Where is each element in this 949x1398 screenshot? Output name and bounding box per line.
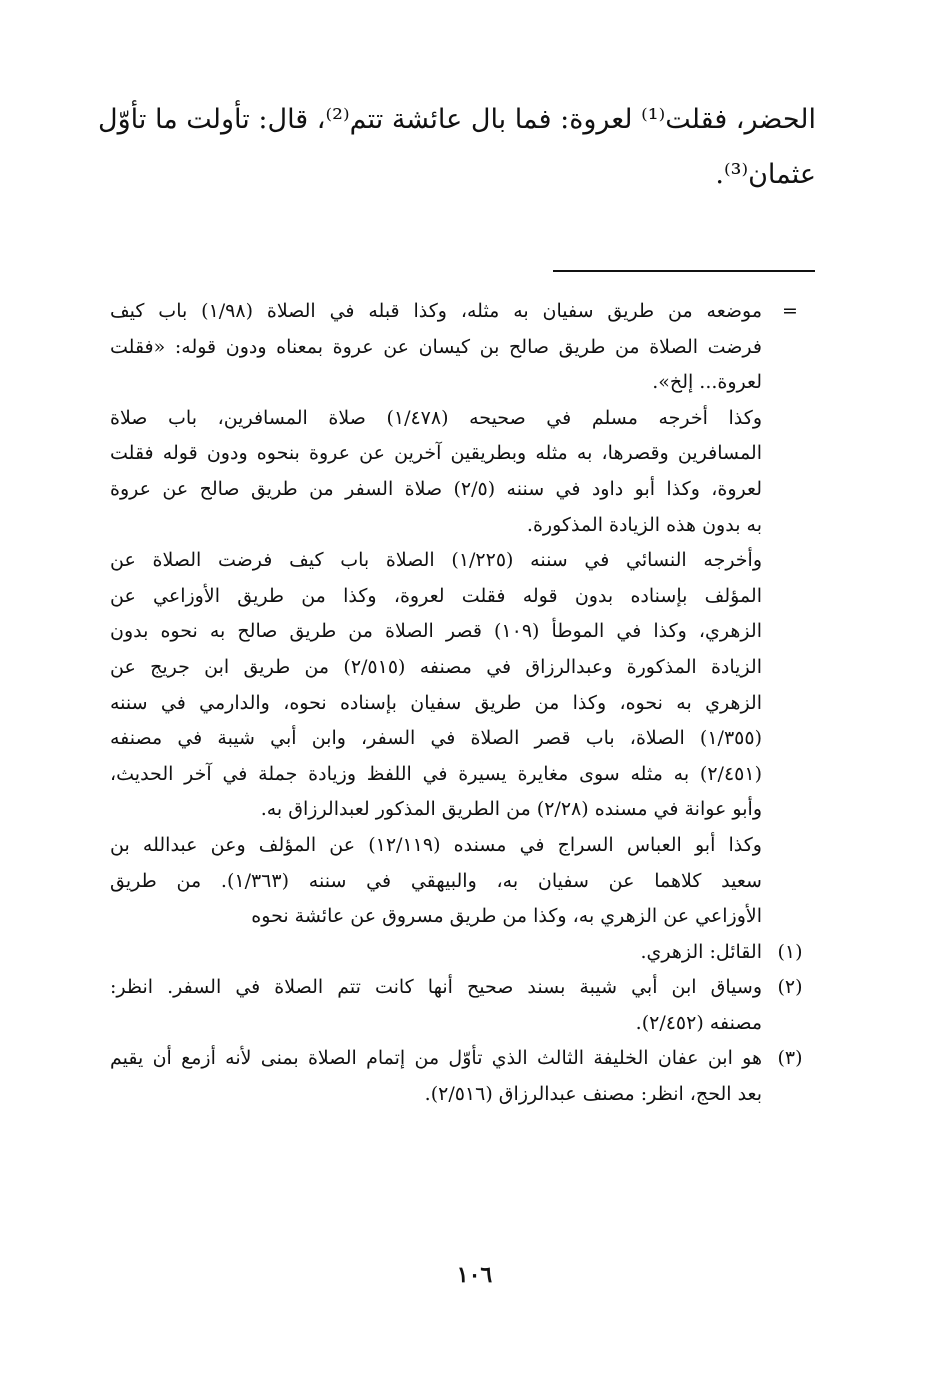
footnote-line: المسافرين وقصرها، به مثله وبطريقين آخرين عن عروة بنحوه ودون قوله فقلت: [110, 442, 762, 465]
footnote-line: لعروة... إلخ».: [652, 371, 762, 394]
footnote-2: [110, 970, 814, 1041]
footnote-line: موضعه من طريق سفيان به مثله، وكذا قبله في الصلاة (١/٩٨) باب كيف: [110, 300, 763, 322]
footnote-line: وكذا أخرجه مسلم في صحيحه (١/٤٧٨) صلاة المسافرين، باب صلاة: [110, 406, 762, 429]
footnote-number: (٢): [777, 976, 803, 999]
footnote-line: وأبو عوانة في مسنده (٢/٢٨) من الطريق المذكور لعبدالرزاق به.: [260, 798, 762, 821]
footnote-continuation: [110, 294, 814, 935]
footnote-1: [110, 935, 814, 971]
footnote-line: بعد الحج، انظر: مصنف عبدالرزاق (٢/٥١٦).: [424, 1083, 762, 1106]
page-number: ١٠٦: [456, 1262, 493, 1288]
footnote-line: وسياق ابن أبي شيبة بسند صحيح أنها كانت تتم الصلاة في السفر. انظر:: [110, 976, 762, 999]
footnote-line: الزهري، وكذا في الموطأ (١٠٩) قصر الصلاة من طريق صالح به نحوه بدون: [110, 620, 762, 643]
footnote-3: [110, 1041, 814, 1112]
footnote-line: (٢/٤٥١) به مثله سوى مغايرة يسيرة في اللفظ وزيادة جملة في آخر الحديث،: [110, 762, 762, 785]
footnote-line: فرضت الصلاة من طريق صالح بن كيسان عن عروة بمعناه ودون قوله: «فقلت: [110, 335, 762, 358]
continuation-marker: =: [782, 300, 798, 322]
footnote-line: لعروة، وكذا أبو داود في سننه (٢/٥) صلاة السفر من طريق صالح عن عروة: [110, 477, 762, 500]
footnote-line: الزيادة المذكورة وعبدالرزاق في مصنفه (٢/٥١٥) من طريق ابن جريج عن: [110, 655, 762, 678]
footnote-separator: [553, 270, 815, 272]
footnotes: [110, 294, 814, 1113]
main-text: [98, 92, 816, 202]
footnote-line: الزهري به نحوه، وكذا من طريق سفيان بإسناده نحوه، والدارمي في سننه: [110, 691, 762, 714]
footnote-line: الأوزاعي عن الزهري به، وكذا من طريق مسروق عن عائشة نحوه: [251, 905, 762, 928]
footnote-line: (١/٣٥٥) الصلاة، باب قصر الصلاة في السفر، وابن أبي شيبة في مصنفه: [110, 727, 762, 750]
footnote-line: به بدون هذه الزيادة المذكورة.: [526, 513, 762, 536]
footnote-line: هو ابن عفان الخليفة الثالث الذي تأوّل من إتمام الصلاة بمنى لأنه أزمع أن يقيم: [110, 1047, 762, 1070]
footnote-line: وكذا أبو العباس السراج في مسنده (١٢/١١٩) عن المؤلف وعن عبدالله بن: [110, 833, 762, 856]
footnote-line: القائل: الزهري.: [640, 940, 762, 963]
footnote-line: سعيد كلاهما عن سفيان به، والبيهقي في سننه (١/٣٦٣). من طريق: [110, 869, 762, 892]
footnote-line: المؤلف بإسناده بدون قوله فقلت لعروة، وكذا من طريق الأوزاعي عن: [110, 584, 762, 607]
footnote-number: (١): [777, 940, 803, 963]
footnote-number: (٣): [777, 1047, 803, 1070]
main-text-line: عثمان⁽³⁾.: [715, 159, 816, 190]
footnote-line: مصنفه (٢/٤٥٢).: [635, 1011, 762, 1034]
footnote-line: وأخرجه النسائي في سننه (١/٢٢٥) الصلاة باب كيف فرضت الصلاة عن: [110, 549, 763, 572]
main-text-line: الحضر، فقلت⁽¹⁾ لعروة: فما بال عائشة تتم⁽²⁾، قال: تأولت ما تأوّل: [98, 104, 816, 135]
